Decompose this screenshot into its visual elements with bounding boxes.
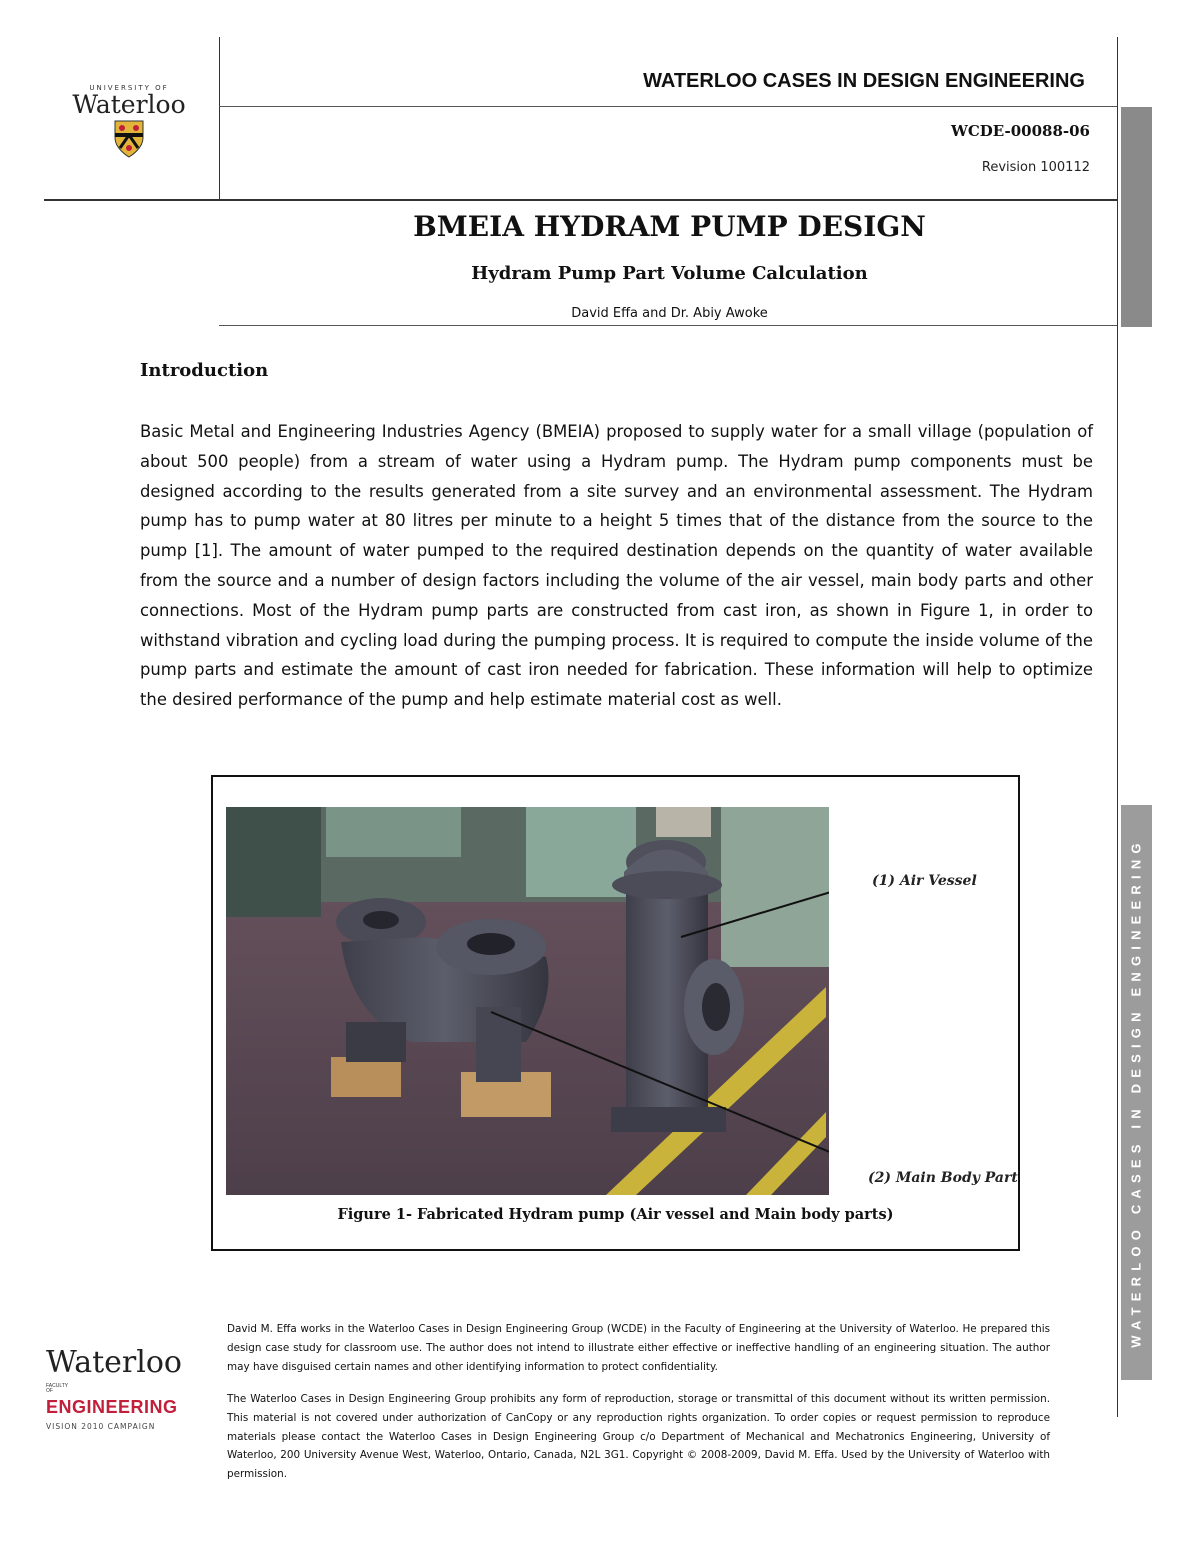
sidebar-vertical-text	[1121, 805, 1152, 1380]
shield-icon	[114, 120, 144, 158]
page-title: BMEIA HYDRAM PUMP DESIGN	[413, 210, 926, 243]
header-rule-bottom	[44, 199, 1117, 201]
footer-logo-waterloo: Waterloo	[46, 1345, 182, 1380]
figure-caption: Figure 1- Fabricated Hydram pump (Air vessel and Main body parts)	[337, 1206, 894, 1223]
hydram-pump-photo	[226, 807, 829, 1195]
introduction-heading: Introduction	[140, 360, 269, 381]
footer-logo-campaign: VISION 2010 CAMPAIGN	[46, 1422, 156, 1431]
case-id: WCDE-00088-06	[950, 122, 1090, 140]
revision: Revision 100112	[981, 160, 1090, 175]
footer-note-copyright: The Waterloo Cases in Design Engineering Group prohibits any form of reproduction, storage or transmittal of this document without its written permission. This material is not covered under authorization of CanCopy or any reproduction rights organization. To order copies or request permission to reproduce materials please contact the Waterloo Cases in Design Engineering Group c/o Department of Mechanical and Mechatronics Engineering, University of Waterloo, 200 University Avenue West, Waterloo, Ontario, Canada, N2L 3G1. Copyright © 2008-2009, David M. Effa. Used by the University of Waterloo with permission.	[227, 1393, 1050, 1481]
label-main-body: (2) Main Body Part	[868, 1170, 1018, 1186]
series-title: WATERLOO CASES IN DESIGN ENGINEERING	[643, 70, 1085, 92]
logo-university-of: UNIVERSITY OF	[89, 84, 169, 92]
right-vertical-rule	[1117, 37, 1118, 1417]
footer-logo-engineering: ENGINEERING	[46, 1397, 178, 1417]
logo-waterloo: Waterloo	[72, 90, 186, 119]
title-rule	[219, 325, 1117, 326]
authors: David Effa and Dr. Abiy Awoke	[571, 306, 768, 321]
footer-note-author: David M. Effa works in the Waterloo Cases in Design Engineering Group (WCDE) in the Faculty of Engineering at the University of Waterloo. He prepared this design case study for classroom use. The author does not intend to illustrate either effective or ineffective handling of an engineering situation. The author may have disguised certain names and other identifying information to protect confidentiality.	[227, 1323, 1050, 1373]
introduction-paragraph: Basic Metal and Engineering Industries Agency (BMEIA) proposed to supply water for a small village (population of about 500 people) from a stream of water using a Hydram pump. The Hydram pump components must be designed according to the results generated from a site survey and an environmental assessment. The Hydram pump has to pump water at 80 litres per minute to a height 5 times that of the distance from the source to the pump [1]. The amount of water pumped to the required destination depends on the quantity of water available from the source and a number of design factors including the volume of the air vessel, main body parts and other connections. Most of the Hydram pump parts are constructed from cast iron, as shown in Figure 1, in order to withstand vibration and cycling load during the pumping process. It is required to compute the inside volume of the pump parts and estimate the amount of cast iron needed for fabrication. These information will help to optimize the desired performance of the pump and help estimate material cost as well.	[140, 422, 1093, 710]
footer-logo-faculty: FACULTY OF	[46, 1382, 69, 1394]
label-air-vessel: (1) Air Vessel	[872, 873, 977, 889]
page-subtitle: Hydram Pump Part Volume Calculation	[471, 263, 868, 284]
sidebar-bar-upper	[1121, 107, 1152, 327]
sidebar-label: WATERLOO CASES IN DESIGN ENGINEERING	[1129, 837, 1144, 1348]
engineering-logo	[46, 1345, 186, 1431]
header-vertical-rule	[219, 37, 220, 199]
header-rule-top	[219, 106, 1117, 107]
university-logo	[70, 84, 188, 162]
